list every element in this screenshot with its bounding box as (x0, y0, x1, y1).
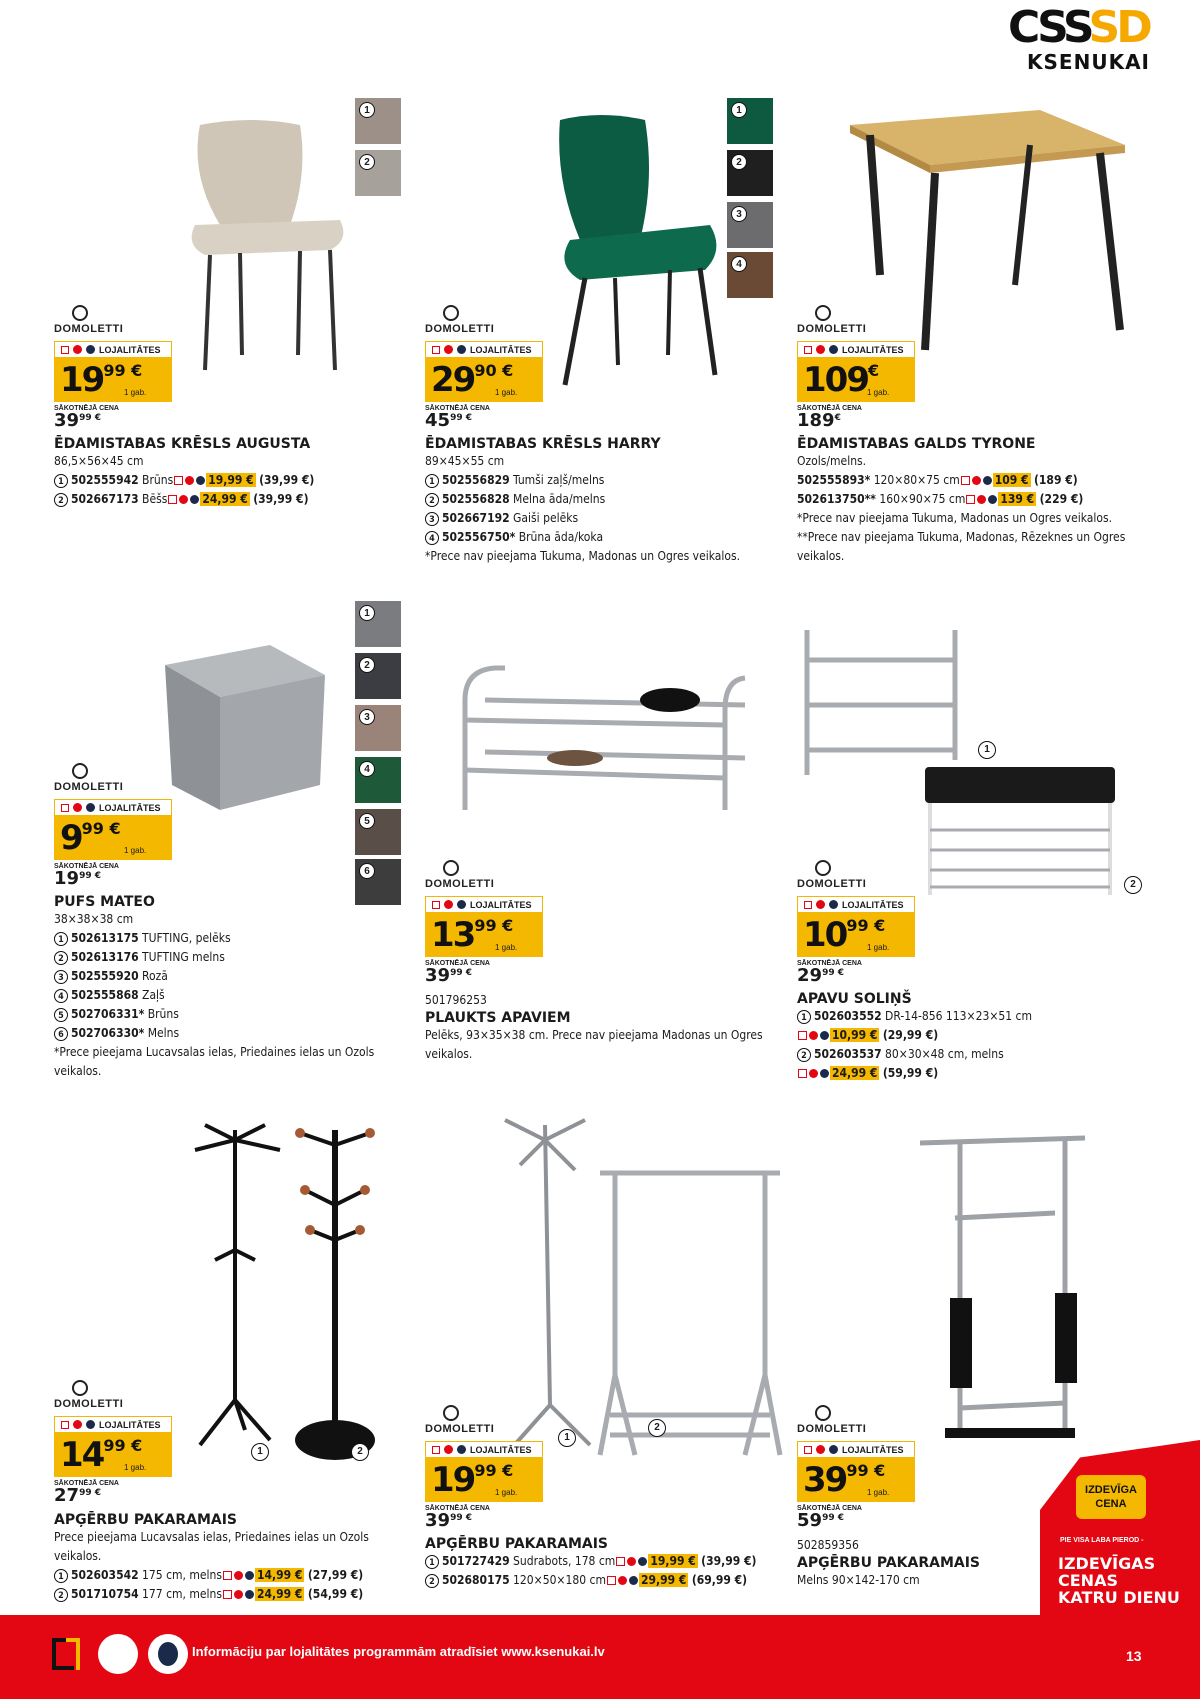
product-desc: veikalos. (425, 1047, 473, 1061)
domoletti-icon (815, 305, 831, 321)
product-desc: 89×45×55 cm (425, 454, 505, 468)
domoletti-icon (815, 860, 831, 876)
product-title: APĢĒRBU PAKARAMAIS (54, 1512, 238, 1528)
domoletti-icon (815, 1405, 831, 1421)
product-title: ĒDAMISTABAS KRĒSLS AUGUSTA (54, 436, 311, 452)
variant-line: 1 502555942 Brūns 19,99 € (39,99 €) (54, 471, 384, 490)
brand-label: DOMOLETTI (425, 323, 495, 335)
product-title: APĢĒRBU PAKARAMAIS (797, 1555, 981, 1571)
variant-line: 6 502706330* Melns (54, 1024, 384, 1043)
promo-subtext: PIE VISA LABA PIEROD - (1060, 1537, 1144, 1544)
product-note: *Prece nav pieejama Tukuma, Madonas un Ogres veikalos. (425, 549, 741, 563)
variant-line: 2 502680175 120×50×180 cm 29,99 € (69,99 €) (425, 1571, 765, 1590)
variant-line: 502613750** 160×90×75 cm 139 € (229 €) (797, 492, 1084, 506)
price-box: 109€ 1 gab. (797, 358, 915, 402)
product-desc: Pelēks, 93×35×38 cm. Prece nav pieejama Madonas un Ogres (425, 1028, 763, 1042)
product-title: APĢĒRBU PAKARAMAIS (425, 1536, 609, 1552)
product-desc: veikalos. (54, 1549, 102, 1563)
loyalty-badge: LOJALITĀTES (425, 341, 543, 358)
variant-marker: 1 (251, 1443, 269, 1461)
product-note: veikalos. (797, 549, 845, 563)
original-price: $39^{99 €}$ (425, 965, 472, 986)
product-card-double-rail[interactable] (797, 1405, 1037, 1590)
brand-logo: CSSSD (1008, 2, 1149, 53)
original-price: $27^{99 €}$ (54, 1485, 101, 1506)
loyalty-badge: LOJALITĀTES (425, 1441, 543, 1458)
color-swatch[interactable]: 2 (355, 653, 401, 699)
color-swatch[interactable]: 6 (355, 859, 401, 905)
variant-line: 4 502556750* Brūna āda/koka (425, 528, 765, 547)
product-card-harry[interactable] (425, 305, 765, 566)
product-title: APAVU SOLIŅŠ (797, 991, 912, 1007)
loyalty-badge: LOJALITĀTES (54, 1416, 172, 1433)
original-price-label: SĀKOTNĒJĀ CENA (425, 1505, 490, 1512)
loyalty-badge: LOJALITĀTES (797, 1441, 915, 1458)
product-card-augusta[interactable] (54, 305, 384, 509)
loyalty-badge: LOJALITĀTES (54, 799, 172, 816)
variant-line: 3 502667192 Gaiši pelēks (425, 509, 765, 528)
variant-line: 5 502706331* Brūns (54, 1005, 384, 1024)
original-price-label: SĀKOTNĒJĀ CENA (425, 405, 490, 412)
product-card-coat-stand-1[interactable] (54, 1380, 384, 1505)
product-title: PUFS MATEO (54, 894, 155, 910)
promo-headline: IZDEVĪGAS CENAS KATRU DIENU (1058, 1554, 1180, 1607)
original-price: $59^{99 €}$ (797, 1510, 844, 1531)
brand-label: DOMOLETTI (425, 878, 495, 890)
variant-marker: 2 (351, 1443, 369, 1461)
domoletti-icon (443, 305, 459, 321)
original-price-label: SĀKOTNĒJĀ CENA (797, 1505, 862, 1512)
color-swatch[interactable]: 3 (355, 705, 401, 751)
brand-label: DOMOLETTI (797, 1423, 867, 1435)
loyalty-badge: LOJALITĀTES (797, 896, 915, 913)
variant-line: 1 502556829 Tumši zaļš/melns (425, 471, 765, 490)
coat-stand-silver-image (495, 1115, 605, 1455)
loyalty-card-icon (66, 1638, 80, 1670)
original-price-label: SĀKOTNĒJĀ CENA (425, 960, 490, 967)
footer-info-text: Informāciju par lojalitātes programmām atradīsiet www.ksenukai.lv (192, 1644, 605, 1659)
loyalty-badge: LOJALITĀTES (797, 341, 915, 358)
product-card-mateo[interactable] (54, 763, 384, 1081)
original-price-label: SĀKOTNĒJĀ CENA (797, 960, 862, 967)
product-card-coat-stand-2[interactable] (425, 1405, 765, 1590)
color-swatch[interactable]: 1 (355, 98, 401, 144)
product-details-coat-stand-1 (54, 1512, 394, 1604)
original-price-label: SĀKOTNĒJĀ CENA (54, 863, 119, 870)
brand-label: DOMOLETTI (797, 878, 867, 890)
domoletti-icon (443, 860, 459, 876)
product-note: veikalos. (54, 1064, 102, 1078)
product-note: *Prece nav pieejama Tukuma, Madonas un Ogres veikalos. (797, 511, 1113, 525)
brand-label: DOMOLETTI (54, 1398, 124, 1410)
variant-line: 4 502555868 Zaļš (54, 986, 384, 1005)
variant-line: 2 501710754 177 cm, melns 24,99 € (54,99 €) (54, 1585, 394, 1604)
product-title: ĒDAMISTABAS GALDS TYRONE (797, 436, 1036, 452)
variant-marker: 1 (978, 741, 996, 759)
variant-price-line: 10,99 € (29,99 €) (797, 1026, 1157, 1045)
price-box: $19^{99 €}$ 1 gab. (54, 358, 172, 402)
brand-label: DOMOLETTI (54, 781, 124, 793)
brand-label: DOMOLETTI (797, 323, 867, 335)
product-code: 502859356 (797, 1538, 859, 1552)
price-box: $19^{99 €}$ 1 gab. (425, 1458, 543, 1502)
variant-line: 1 502603552 DR-14-856 113×23×51 cm (797, 1007, 1157, 1026)
domoletti-icon (72, 305, 88, 321)
brand-logo-text: KSENUKAI (1027, 50, 1150, 74)
domoletti-icon (443, 1405, 459, 1421)
original-price: $39^{99 €}$ (54, 410, 101, 431)
price-box: $13^{99 €}$ 1 gab. (425, 913, 543, 957)
product-title: PLAUKTS APAVIEM (425, 1010, 571, 1026)
original-price-label: SĀKOTNĒJĀ CENA (54, 405, 119, 412)
color-swatch[interactable]: 4 (355, 757, 401, 803)
original-price-label: SĀKOTNĒJĀ CENA (54, 1480, 119, 1487)
domoletti-icon (72, 1380, 88, 1396)
payment-icon (148, 1634, 188, 1674)
color-swatch[interactable]: 1 (355, 601, 401, 647)
variant-line: 2 502667173 Bēšs 24,99 € (39,99 €) (54, 490, 384, 509)
color-swatch[interactable]: 5 (355, 809, 401, 855)
product-desc: Prece pieejama Lucavsalas ielas, Priedaines ielas un Ozols (54, 1530, 369, 1544)
brand-label: DOMOLETTI (425, 1423, 495, 1435)
variant-marker: 1 (558, 1429, 576, 1447)
product-title: ĒDAMISTABAS KRĒSLS HARRY (425, 436, 661, 452)
loyalty-badge: LOJALITĀTES (54, 341, 172, 358)
product-card-shoe-bench[interactable] (797, 860, 1157, 1083)
variant-line: 1 501727429 Sudrabots, 178 cm 19,99 € (39,99 €) (425, 1552, 765, 1571)
variant-line: 2 502556828 Melna āda/melns (425, 490, 765, 509)
variant-line: 1 502613175 TUFTING, pelēks (54, 929, 384, 948)
variant-line: 2 502603537 80×30×48 cm, melns (797, 1045, 1157, 1064)
product-code: 501796253 (425, 993, 487, 1007)
price-box: $29^{90 €}$ 1 gab. (425, 358, 543, 402)
shoe-bench-rack-image (795, 620, 965, 780)
variant-price-line: 24,99 € (59,99 €) (797, 1064, 1157, 1083)
page-number: 13 (1126, 1648, 1142, 1664)
color-swatch[interactable]: 2 (355, 150, 401, 196)
product-desc: Melns 90×142-170 cm (797, 1573, 920, 1587)
color-swatch[interactable]: 2 (727, 150, 773, 196)
promo-price-tag: IZDEVĪGA CENA (1076, 1475, 1146, 1519)
original-price-label: SĀKOTNĒJĀ CENA (797, 405, 862, 412)
price-box: $39^{99 €}$ 1 gab. (797, 1458, 915, 1502)
loyalty-app-icon (98, 1634, 138, 1674)
variant-line: 2 502613176 TUFTING melns (54, 948, 384, 967)
product-card-shoe-rack[interactable] (425, 860, 765, 1064)
domoletti-icon (72, 763, 88, 779)
brand-label: DOMOLETTI (54, 323, 124, 335)
variant-marker: 2 (648, 1419, 666, 1437)
original-price: $39^{99 €}$ (425, 1510, 472, 1531)
product-desc: 38×38×38 cm (54, 912, 134, 926)
original-price: 189€ (797, 410, 841, 431)
variant-line: 502555893* 120×80×75 cm 109 € (189 €) (797, 473, 1078, 487)
product-note: *Prece pieejama Lucavsalas ielas, Priedaines ielas un Ozols (54, 1045, 375, 1059)
price-box: $10^{99 €}$ 1 gab. (797, 913, 915, 957)
original-price: $45^{99 €}$ (425, 410, 472, 431)
variant-marker: 2 (1124, 876, 1142, 894)
original-price: $29^{99 €}$ (797, 965, 844, 986)
shoe-rack-image (455, 660, 755, 820)
variant-line: 1 502603542 175 cm, melns 14,99 € (27,99 €) (54, 1566, 394, 1585)
price-box: $14^{99 €}$ 1 gab. (54, 1433, 172, 1477)
price-box: $9^{99 €}$ 1 gab. (54, 816, 172, 860)
variant-line: 3 502555920 Rozā (54, 967, 384, 986)
product-note: **Prece nav pieejama Tukuma, Madonas, Rēzeknes un Ogres (797, 530, 1126, 544)
product-desc: Ozols/melns. (797, 454, 867, 468)
color-swatch[interactable]: 1 (727, 98, 773, 144)
product-desc: 86,5×56×45 cm (54, 454, 144, 468)
color-swatch[interactable]: 3 (727, 202, 773, 248)
color-swatch[interactable]: 4 (727, 252, 773, 298)
loyalty-badge: LOJALITĀTES (425, 896, 543, 913)
original-price: $19^{99 €}$ (54, 868, 101, 889)
product-card-tyrone[interactable] (797, 305, 1157, 566)
